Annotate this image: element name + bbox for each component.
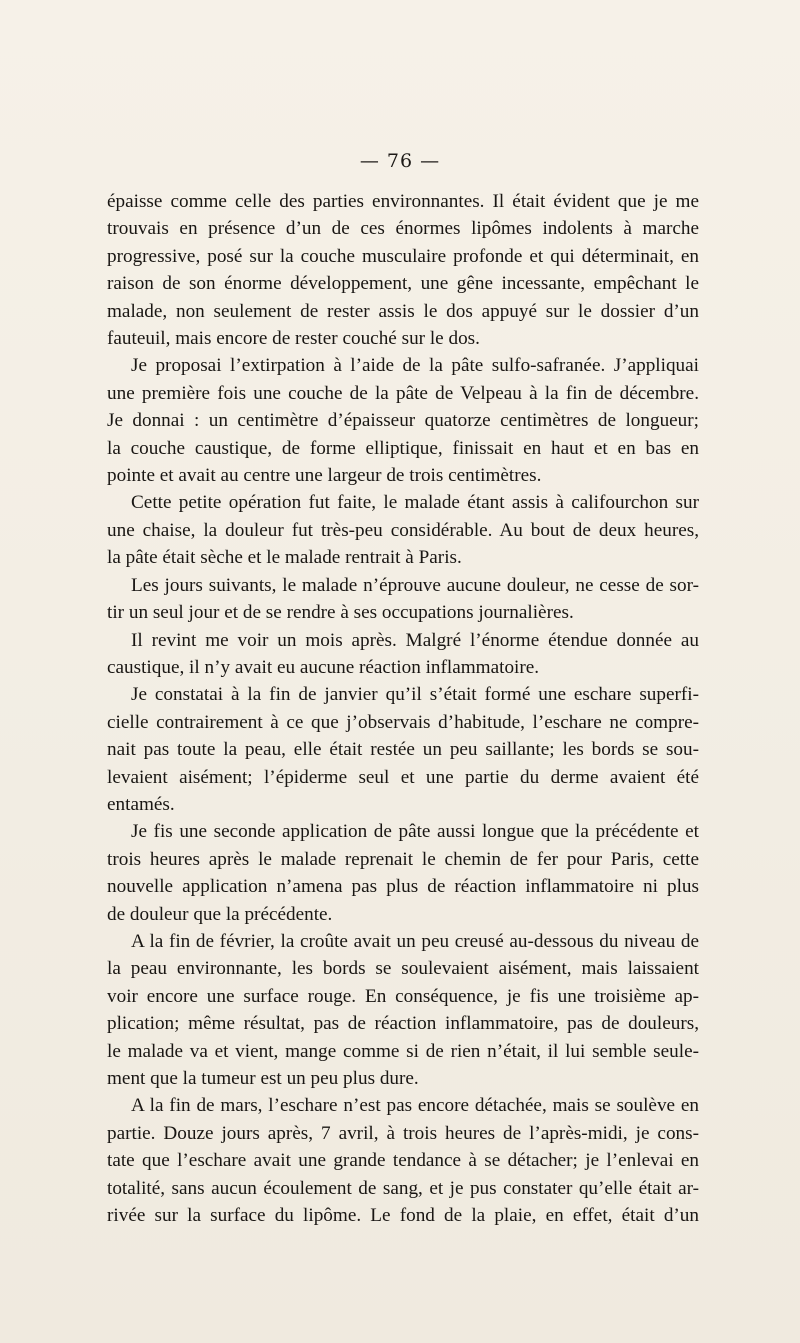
text-line: pointe et avait au centre une largeur de trois centimètres. <box>107 465 542 487</box>
text-line: Je constatai à la fin de janvier qu’il s’était formé une eschare superfi- <box>131 684 699 706</box>
text-line: A la fin de février, la croûte avait un peu creusé au-dessous du niveau de <box>131 930 699 952</box>
text-line: la peau environnante, les bords se soulevaient aisément, mais laissaient <box>107 958 699 980</box>
text-line: le malade va et vient, mange comme si de rien n’était, il lui semble seule- <box>107 1040 699 1062</box>
text-line: levaient aisément; l’épiderme seul et une partie du derme avaient été <box>107 766 699 788</box>
paragraph <box>107 1092 699 1229</box>
text-line: partie. Douze jours après, 7 avril, à trois heures de l’après-midi, je cons- <box>107 1122 699 1144</box>
text-line: cielle contrairement à ce que j’observais d’habitude, l’eschare ne compre- <box>107 711 699 733</box>
paragraph <box>107 818 699 928</box>
text-line: Je proposai l’extirpation à l’aide de la pâte sulfo-safranée. J’appliquai <box>131 355 699 377</box>
text-line: raison de son énorme développement, une gêne incessante, empêchant le <box>107 273 699 295</box>
text-line: Les jours suivants, le malade n’éprouve aucune douleur, ne cesse de sor- <box>131 574 699 596</box>
paragraph <box>107 188 699 352</box>
paragraph <box>107 928 699 1092</box>
text-line: la pâte était sèche et le malade rentrait à Paris. <box>107 547 462 569</box>
text-line: Cette petite opération fut faite, le malade étant assis à califourchon sur <box>131 492 699 514</box>
text-line: une première fois une couche de la pâte de Velpeau à la fin de décembre. <box>107 382 699 404</box>
text-line: Je donnai : un centimètre d’épaisseur quatorze centimètres de longueur; <box>107 410 699 432</box>
text-line: totalité, sans aucun écoulement de sang, et je pus constater qu’elle était ar- <box>107 1177 699 1199</box>
text-line: trois heures après le malade reprenait le chemin de fer pour Paris, cette <box>107 848 699 870</box>
text-line: voir encore une surface rouge. En conséquence, je fis une troisième ap- <box>107 985 699 1007</box>
text-line: progressive, posé sur la couche musculaire profonde et qui déterminait, en <box>107 245 699 267</box>
text-line: caustique, il n’y avait eu aucune réaction inflammatoire. <box>107 656 540 678</box>
paragraph <box>107 489 699 571</box>
text-line: une chaise, la douleur fut très-peu considérable. Au bout de deux heures, <box>107 519 699 541</box>
text-line: ment que la tumeur est un peu plus dure. <box>107 1068 419 1089</box>
text-line: plication; même résultat, pas de réaction inflammatoire, pas de douleurs, <box>107 1013 699 1035</box>
text-line: tir un seul jour et de se rendre à ses occupations journalières. <box>107 602 574 624</box>
text-line: trouvais en présence d’un de ces énormes lipômes indolents à marche <box>107 218 699 240</box>
text-line: rivée sur la surface du lipôme. Le fond de la plaie, en effet, était d’un <box>107 1205 699 1227</box>
text-line: malade, non seulement de rester assis le dos appuyé sur le dossier d’un <box>107 300 699 322</box>
text-line: de douleur que la précédente. <box>107 903 333 925</box>
body-text <box>107 188 699 1229</box>
text-line: fauteuil, mais encore de rester couché sur le dos. <box>107 328 480 350</box>
text-line: Je fis une seconde application de pâte aussi longue que la précédente et <box>131 821 699 843</box>
text-line: nait pas toute la peau, elle était restée un peu saillante; les bords se sou- <box>107 739 699 761</box>
text-line: tate que l’eschare avait une grande tendance à se détacher; je l’enlevai en <box>107 1150 699 1172</box>
paragraph <box>107 352 699 489</box>
paragraph <box>107 627 699 682</box>
text-line: nouvelle application n’amena pas plus de réaction inflammatoire ni plus <box>107 876 699 898</box>
page-number: — 76 — <box>359 150 441 172</box>
text-line: A la fin de mars, l’eschare n’est pas encore détachée, mais se soulève en <box>131 1095 699 1117</box>
paragraph <box>107 681 699 818</box>
text-line: Il revint me voir un mois après. Malgré l’énorme étendue donnée au <box>131 629 699 651</box>
text-line: la couche caustique, de forme elliptique, finissait en haut et en bas en <box>107 437 699 459</box>
text-line: entamés. <box>107 793 175 815</box>
paragraph <box>107 572 699 627</box>
text-line: épaisse comme celle des parties environnantes. Il était évident que je me <box>107 191 699 212</box>
